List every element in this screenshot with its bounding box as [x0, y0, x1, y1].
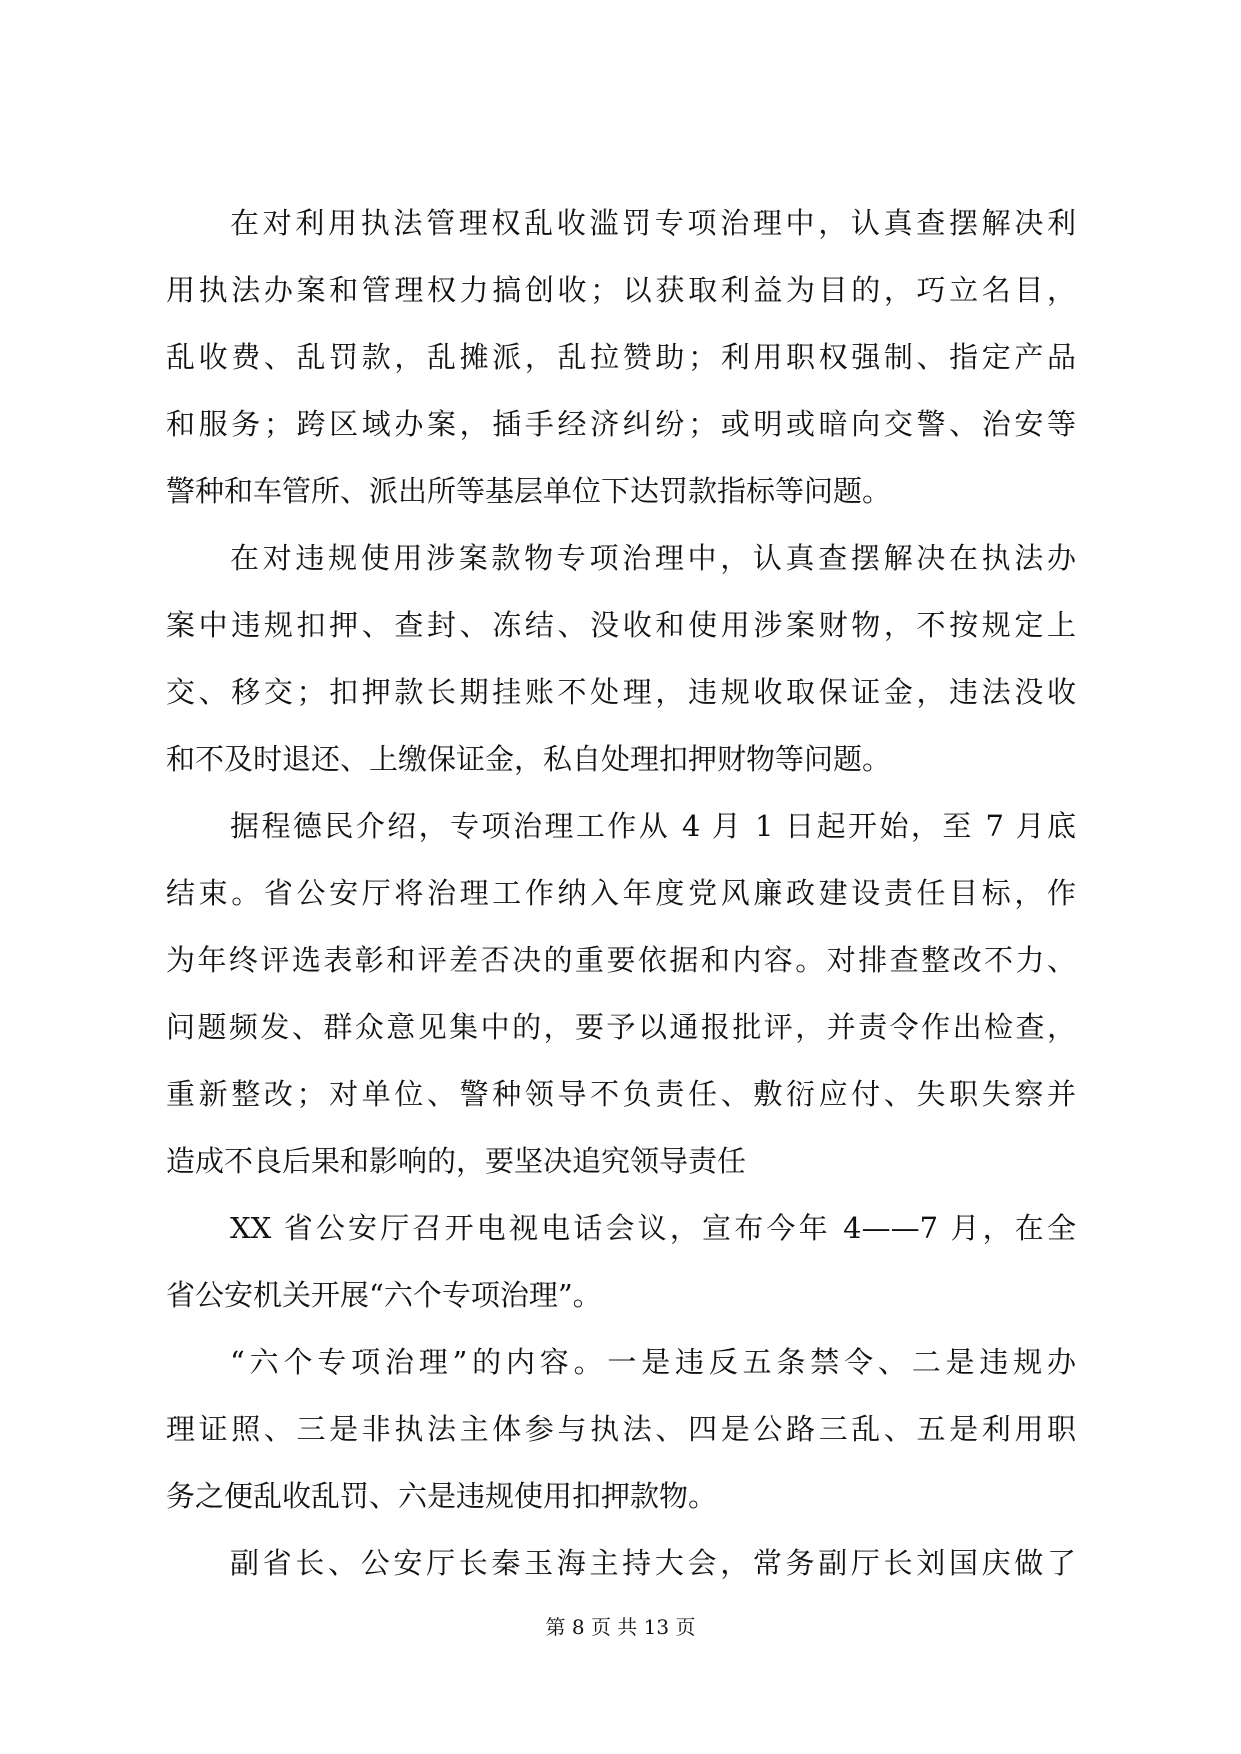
text-line: 副省长、公安厅长秦玉海主持大会，常务副厅长刘国庆做了	[230, 1546, 1076, 1580]
text-line: 据程德民介绍，专项治理工作从 4 月 1 日起开始，至 7 月底	[230, 809, 1076, 843]
text-line: 造成不良后果和影响的，要坚决追究领导责任	[166, 1144, 747, 1178]
text-line: 在对利用执法管理权乱收滥罚专项治理中，认真查摆解决利	[230, 206, 1076, 240]
text-line: 交、移交；扣押款长期挂账不处理，违规收取保证金，违法没收	[166, 675, 1076, 709]
text-line: 警种和车管所、派出所等基层单位下达罚款指标等问题。	[166, 474, 892, 508]
text-line: 务之便乱收乱罚、六是违规使用扣押款物。	[166, 1479, 718, 1513]
page-number-footer: 第 8 页 共 13 页	[545, 1615, 696, 1639]
text-line: 在对违规使用涉案款物专项治理中，认真查摆解决在执法办	[230, 541, 1076, 575]
text-line: 问题频发、群众意见集中的，要予以通报批评，并责令作出检查，	[166, 1010, 1076, 1044]
text-line: 和不及时退还、上缴保证金，私自处理扣押财物等问题。	[166, 742, 892, 776]
text-line: 和服务；跨区域办案，插手经济纠纷；或明或暗向交警、治安等	[166, 407, 1076, 441]
text-line: 案中违规扣押、查封、冻结、没收和使用涉案财物，不按规定上	[166, 608, 1076, 642]
text-line: 理证照、三是非执法主体参与执法、四是公路三乱、五是利用职	[166, 1412, 1076, 1446]
text-line: 用执法办案和管理权力搞创收；以获取利益为目的，巧立名目，	[166, 273, 1076, 307]
text-line: 重新整改；对单位、警种领导不负责任、敷衍应付、失职失察并	[166, 1077, 1076, 1111]
text-line: “六个专项治理”的内容。一是违反五条禁令、二是违规办	[230, 1345, 1076, 1379]
text-line: XX 省公安厅召开电视电话会议，宣布今年 4——7 月，在全	[230, 1211, 1076, 1245]
text-line: 结束。省公安厅将治理工作纳入年度党风廉政建设责任目标，作	[166, 876, 1076, 910]
text-line: 乱收费、乱罚款，乱摊派，乱拉赞助；利用职权强制、指定产品	[166, 340, 1076, 374]
text-line: 省公安机关开展“六个专项治理”。	[166, 1278, 602, 1312]
text-line: 为年终评选表彰和评差否决的重要依据和内容。对排查整改不力、	[166, 943, 1076, 977]
